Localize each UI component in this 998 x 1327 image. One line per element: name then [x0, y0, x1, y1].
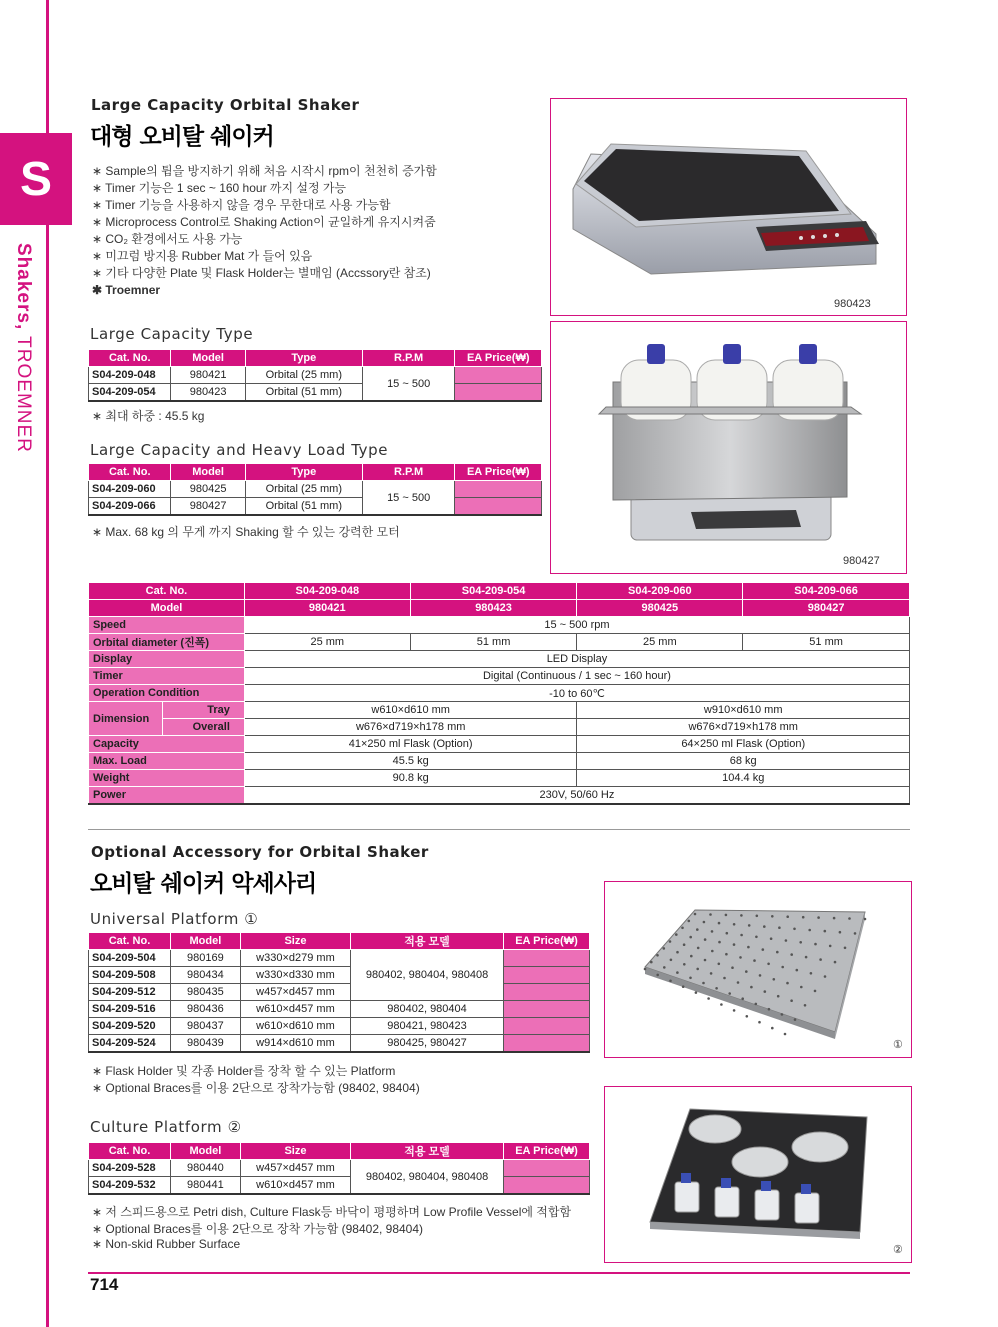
spec-label: Timer: [89, 668, 245, 685]
col-header: Model: [170, 1143, 240, 1160]
accessory-title-en: Optional Accessory for Orbital Shaker: [91, 843, 429, 861]
universal-note: ∗ Flask Holder 및 각종 Holder를 장착 할 수 있는 Platform: [92, 1062, 395, 1079]
model: 980425: [171, 481, 245, 498]
col-header: Model: [171, 464, 245, 481]
perforation-dot: [644, 968, 647, 971]
perforation-dot: [688, 920, 691, 923]
spec-row-timer: [89, 668, 910, 685]
perforation-dot: [790, 999, 793, 1002]
cat-no: S04-209-048: [89, 367, 171, 384]
perforation-dot: [776, 951, 779, 954]
spec-row-power: [89, 787, 910, 805]
price-cell: [503, 950, 589, 967]
spec-value: 51 mm: [743, 634, 910, 651]
cat-no: S04-209-520: [89, 1018, 171, 1035]
price-cell: [503, 1177, 589, 1195]
spec-row-overall: [89, 719, 910, 736]
size: w610×d457 mm: [240, 1001, 350, 1018]
size: w330×d279 mm: [240, 950, 350, 967]
cat-no: S04-209-524: [89, 1035, 171, 1053]
spec-value: 230V, 50/60 Hz: [244, 787, 909, 805]
side-category-label: Shakers, TROEMNER: [13, 243, 34, 453]
perforation-dot: [675, 933, 678, 936]
culture-platform-image: [604, 1086, 912, 1263]
col-header: EA Price(₩): [503, 1143, 589, 1160]
perforation-dot: [697, 947, 700, 950]
model: 980435: [170, 984, 240, 1001]
perforation-dot: [656, 954, 659, 957]
perforation-dot: [740, 914, 743, 917]
perforation-dot: [704, 938, 707, 941]
perforation-dot: [759, 974, 762, 977]
perforation-dot: [711, 930, 714, 933]
perforation-dot: [669, 980, 672, 983]
size: w914×d610 mm: [240, 1035, 350, 1053]
perforation-dot: [839, 931, 842, 934]
rpm: 15 ~ 500: [362, 367, 455, 402]
model: 980421: [171, 367, 245, 384]
perforation-dot: [824, 930, 827, 933]
table-row: [89, 498, 542, 516]
spec-value: w610×d610 mm: [244, 702, 577, 719]
spec-value: w910×d610 mm: [577, 702, 910, 719]
image-caption: ①: [893, 1039, 903, 1051]
page-number: 714: [90, 1275, 119, 1294]
perforation-dot: [669, 940, 672, 943]
col-header: Type: [245, 350, 362, 367]
perforation-dot: [690, 955, 693, 958]
spec-label: Speed: [89, 617, 245, 634]
feature-item: ∗ CO₂ 환경에서도 사용 가능: [92, 231, 437, 248]
perforation-dot: [728, 992, 731, 995]
feature-item: ∗ Timer 기능은 1 sec ~ 160 hour 까지 설정 가능: [92, 180, 437, 197]
spec-row-tray: [89, 702, 910, 719]
footer-rule: [88, 1272, 910, 1274]
spec-label: Weight: [89, 770, 245, 787]
perforation-dot: [762, 948, 765, 951]
perforation-dot: [656, 974, 659, 977]
feature-list: [92, 163, 437, 299]
spec-value: w676×d719×h178 mm: [244, 719, 577, 736]
universal-title: Universal Platform ①: [90, 910, 259, 928]
model: 980434: [170, 967, 240, 984]
spec-label: Display: [89, 651, 245, 668]
type2-table: [88, 463, 542, 516]
table-row: [89, 1177, 590, 1195]
spec-cat: S04-209-048: [244, 583, 410, 600]
perforation-dot: [786, 982, 789, 985]
spec-value: 45.5 kg: [244, 753, 577, 770]
price-cell: [455, 481, 542, 498]
col-header: Size: [240, 933, 350, 950]
col-header: 적용 모델: [351, 1143, 504, 1160]
price-cell: [455, 498, 542, 516]
table-row: [89, 1035, 590, 1053]
perforation-dot: [663, 947, 666, 950]
perforation-dot: [796, 969, 799, 972]
product-image-980423: [550, 98, 907, 316]
perforation-dot: [814, 990, 817, 993]
perforation-dot: [663, 966, 666, 969]
type: Orbital (51 mm): [245, 498, 362, 516]
cat-no: S04-209-528: [89, 1160, 171, 1177]
spec-value: 25 mm: [577, 634, 743, 651]
section-title-en: Large Capacity Orbital Shaker: [91, 96, 360, 114]
universal-table: [88, 932, 590, 1053]
col-header: R.P.M: [362, 350, 455, 367]
col-header: Cat. No.: [89, 464, 171, 481]
perforation-dot: [740, 934, 743, 937]
perforation-dot: [777, 995, 780, 998]
spec-row-capacity: [89, 736, 910, 753]
perforation-dot: [794, 1018, 797, 1021]
perforation-dot: [702, 982, 705, 985]
perforation-dot: [768, 1008, 771, 1011]
spec-table: [88, 582, 910, 805]
culture-title: Culture Platform ②: [90, 1118, 242, 1136]
perforation-dot: [758, 1021, 761, 1024]
col-header: EA Price(₩): [455, 464, 542, 481]
spec-model: 980423: [410, 600, 577, 617]
feature-item: ∗ 미끄럼 방지용 Rubber Mat 가 들어 있음: [92, 248, 437, 265]
apply-models: 980402, 980404, 980408: [351, 950, 504, 1001]
price-cell: [503, 1001, 589, 1018]
model: 980437: [170, 1018, 240, 1035]
perforation-dot: [704, 959, 707, 962]
culture-note: ∗ 저 스피드용으로 Petri dish, Culture Flask등 바닥이 평평하며 Low Profile Vessel에 적합함: [92, 1203, 571, 1220]
spec-label: Operation Condition: [89, 685, 245, 702]
spec-row-orbital: [89, 634, 910, 651]
size: w457×d457 mm: [240, 984, 350, 1001]
apply-models: 980421, 980423: [351, 1018, 504, 1035]
cat-no: S04-209-066: [89, 498, 171, 516]
spec-cat: S04-209-066: [743, 583, 910, 600]
perforation-dot: [676, 951, 679, 954]
perforation-dot: [683, 943, 686, 946]
culture-note: ∗ Optional Braces를 이용 2단으로 장착 가능함 (98402, 98404): [92, 1220, 423, 1237]
model: 980427: [171, 498, 245, 516]
perforation-dot: [718, 941, 721, 944]
perforation-dot: [718, 922, 721, 925]
spec-sublabel: Tray: [162, 702, 244, 719]
model: 980441: [170, 1177, 240, 1195]
perforation-dot: [763, 925, 766, 928]
perforation-dot: [670, 959, 673, 962]
perforation-dot: [723, 977, 726, 980]
perforation-dot: [864, 918, 867, 921]
perforation-dot: [696, 968, 699, 971]
perforation-dot: [799, 941, 802, 944]
type1-table: [88, 349, 542, 402]
perforation-dot: [781, 966, 784, 969]
spec-value: 68 kg: [577, 753, 910, 770]
perforation-dot: [808, 929, 811, 932]
type2-title: Large Capacity and Heavy Load Type: [90, 441, 389, 459]
perforation-dot: [725, 953, 728, 956]
culture-platform-illustration: [605, 1087, 911, 1262]
col-header: Cat. No.: [89, 933, 171, 950]
col-header: EA Price(₩): [455, 350, 542, 367]
type1-note: ∗ 최대 하중 : 45.5 kg: [92, 407, 204, 424]
price-cell: [455, 384, 542, 402]
shaker-illustration: [551, 99, 906, 315]
table-row: [89, 950, 590, 967]
universal-platform-image: [604, 881, 912, 1058]
spec-label: Dimension: [89, 702, 163, 736]
spec-value: LED Display: [244, 651, 909, 668]
perforation-dot: [778, 926, 781, 929]
perforation-dot: [764, 990, 767, 993]
spec-label: Max. Load: [89, 753, 245, 770]
spec-label: Power: [89, 787, 245, 805]
perforation-dot: [802, 916, 805, 919]
perforation-dot: [650, 961, 653, 964]
perforation-dot: [756, 915, 759, 918]
spec-value: w676×d719×h178 mm: [577, 719, 910, 736]
rpm: 15 ~ 500: [362, 481, 455, 516]
perforation-dot: [771, 915, 774, 918]
perforation-dot: [711, 950, 714, 953]
perforation-dot: [829, 945, 832, 948]
perforation-dot: [755, 1003, 758, 1006]
perforation-dot: [741, 997, 744, 1000]
spec-row-speed: [89, 617, 910, 634]
spec-value: 25 mm: [244, 634, 410, 651]
feature-item: ∗ Sample의 튐을 방지하기 위해 처음 시작시 rpm이 천천히 증가함: [92, 163, 437, 180]
section-title-ko: 대형 오비탈 쉐이커: [90, 124, 274, 150]
cat-no: S04-209-508: [89, 967, 171, 984]
cat-no: S04-209-512: [89, 984, 171, 1001]
spec-cat: S04-209-054: [410, 583, 577, 600]
perforation-dot: [703, 921, 706, 924]
spec-cat: S04-209-060: [577, 583, 743, 600]
perforation-dot: [785, 939, 788, 942]
spec-row-operation: [89, 685, 910, 702]
brand-name: ✱ Troemner: [92, 282, 437, 299]
spec-value: 41×250 ml Flask (Option): [244, 736, 577, 753]
spec-label: Model: [89, 600, 245, 617]
perforation-dot: [747, 946, 750, 949]
spec-value: 90.8 kg: [244, 770, 577, 787]
perforation-dot: [733, 1009, 736, 1012]
perforation-dot: [819, 958, 822, 961]
type: Orbital (51 mm): [245, 384, 362, 402]
perforation-dot: [731, 966, 734, 969]
perforation-dot: [689, 936, 692, 939]
feature-item: ∗ 기타 다양한 Plate 및 Flask Holder는 별매임 (Accssory란 참조): [92, 265, 437, 282]
type1-title: Large Capacity Type: [90, 325, 254, 343]
perforated-platform-illustration: [605, 882, 911, 1057]
model: 980436: [170, 1001, 240, 1018]
perforation-dot: [720, 1003, 723, 1006]
perforation-dot: [683, 963, 686, 966]
perforation-dot: [770, 937, 773, 940]
perforation-dot: [746, 1015, 749, 1018]
price-cell: [503, 967, 589, 984]
perforation-dot: [689, 977, 692, 980]
spec-value: 64×250 ml Flask (Option): [577, 736, 910, 753]
perforation-dot: [767, 963, 770, 966]
perforation-dot: [745, 970, 748, 973]
perforation-dot: [739, 956, 742, 959]
perforation-dot: [676, 971, 679, 974]
apply-models: 980402, 980404, 980408: [351, 1160, 504, 1195]
spec-model: 980427: [743, 600, 910, 617]
perforation-dot: [709, 913, 712, 916]
perforation-dot: [781, 1013, 784, 1016]
col-header: Cat. No.: [89, 350, 171, 367]
perforation-dot: [695, 991, 698, 994]
size: w610×d457 mm: [240, 1177, 350, 1195]
col-header: R.P.M: [362, 464, 455, 481]
perforation-dot: [810, 972, 813, 975]
size: w457×d457 mm: [240, 1160, 350, 1177]
model: 980169: [170, 950, 240, 967]
spec-label: Cat. No.: [89, 583, 245, 600]
table-row: [89, 1160, 590, 1177]
accessory-title-ko: 오비탈 쉐이커 악세사리: [90, 871, 317, 897]
product-image-980427: [550, 321, 907, 574]
spec-model: 980421: [244, 600, 410, 617]
universal-note: ∗ Optional Braces를 이용 2단으로 장착가능함 (98402, 98404): [92, 1079, 420, 1096]
model: 980439: [170, 1035, 240, 1053]
shaker-with-bottles-illustration: [551, 322, 906, 573]
table-row: [89, 984, 590, 1001]
perforation-dot: [755, 936, 758, 939]
size: w610×d610 mm: [240, 1018, 350, 1035]
perforation-dot: [696, 928, 699, 931]
spec-value: -10 to 60℃: [244, 685, 909, 702]
col-header: Cat. No.: [89, 1143, 171, 1160]
perforation-dot: [682, 985, 685, 988]
cat-no: S04-209-516: [89, 1001, 171, 1018]
model: 980423: [171, 384, 245, 402]
perforation-dot: [848, 917, 851, 920]
perforation-dot: [750, 986, 753, 989]
image-caption: 980423: [834, 298, 871, 310]
spec-sublabel: Overall: [162, 719, 244, 736]
perforation-dot: [824, 975, 827, 978]
table-row: [89, 1018, 590, 1035]
section-divider: [88, 829, 910, 830]
spec-value: 51 mm: [410, 634, 577, 651]
type: Orbital (25 mm): [245, 367, 362, 384]
perforation-dot: [800, 986, 803, 989]
perforation-dot: [834, 961, 837, 964]
table-row: [89, 384, 542, 402]
type: Orbital (25 mm): [245, 481, 362, 498]
table-row: [89, 967, 590, 984]
spec-row-maxload: [89, 753, 910, 770]
col-header: 적용 모델: [351, 933, 504, 950]
cat-no: S04-209-504: [89, 950, 171, 967]
spec-row-cat: [89, 583, 910, 600]
perforation-dot: [733, 943, 736, 946]
culture-note: ∗ Non-skid Rubber Surface: [92, 1237, 240, 1251]
perforation-dot: [725, 914, 728, 917]
spec-row-model: [89, 600, 910, 617]
price-cell: [455, 367, 542, 384]
perforation-dot: [715, 987, 718, 990]
image-caption: ②: [893, 1244, 903, 1256]
model: 980440: [170, 1160, 240, 1177]
perforation-dot: [733, 923, 736, 926]
col-header: Size: [240, 1143, 350, 1160]
perforation-dot: [793, 928, 796, 931]
perforation-dot: [718, 963, 721, 966]
spec-value: Digital (Continuous / 1 sec ~ 160 hour): [244, 668, 909, 685]
spec-value: 15 ~ 500 rpm: [244, 617, 909, 634]
spec-label: Capacity: [89, 736, 245, 753]
perforation-dot: [805, 956, 808, 959]
table-row: [89, 1001, 590, 1018]
size: w330×d330 mm: [240, 967, 350, 984]
perforation-dot: [707, 997, 710, 1000]
perforation-dot: [804, 1004, 807, 1007]
perforation-dot: [854, 932, 857, 935]
perforation-dot: [790, 953, 793, 956]
perforation-dot: [694, 913, 697, 916]
perforation-dot: [844, 947, 847, 950]
cat-no: S04-209-532: [89, 1177, 171, 1195]
perforation-dot: [786, 915, 789, 918]
section-tab: S: [0, 133, 72, 225]
perforation-dot: [814, 943, 817, 946]
apply-models: 980425, 980427: [351, 1035, 504, 1053]
spec-row-display: [89, 651, 910, 668]
price-cell: [503, 1018, 589, 1035]
perforation-dot: [771, 1027, 774, 1030]
spec-label: Orbital diameter (진폭): [89, 634, 245, 651]
perforation-dot: [753, 959, 756, 962]
cat-no: S04-209-060: [89, 481, 171, 498]
perforation-dot: [833, 917, 836, 920]
perforation-dot: [726, 932, 729, 935]
spec-value: 104.4 kg: [577, 770, 910, 787]
feature-item: ∗ Microprocess Control로 Shaking Action이 균일하게 유지시켜줌: [92, 214, 437, 231]
spec-model: 980425: [577, 600, 743, 617]
price-cell: [503, 1035, 589, 1053]
table-row: [89, 481, 542, 498]
table-row: [89, 367, 542, 384]
perforation-dot: [748, 924, 751, 927]
image-caption: 980427: [843, 555, 880, 567]
perforation-dot: [817, 916, 820, 919]
col-header: Model: [170, 933, 240, 950]
perforation-dot: [773, 978, 776, 981]
spec-row-weight: [89, 770, 910, 787]
perforation-dot: [737, 981, 740, 984]
apply-models: 980402, 980404: [351, 1001, 504, 1018]
feature-item: ∗ Timer 기능을 사용하지 않을 경우 무한대로 사용 가능함: [92, 197, 437, 214]
col-header: Model: [171, 350, 245, 367]
cat-no: S04-209-054: [89, 384, 171, 402]
culture-table: [88, 1142, 590, 1195]
col-header: EA Price(₩): [503, 933, 589, 950]
col-header: Type: [245, 464, 362, 481]
price-cell: [503, 984, 589, 1001]
type2-note: ∗ Max. 68 kg 의 무게 까지 Shaking 할 수 있는 강력한 모터: [92, 523, 400, 540]
perforation-dot: [710, 972, 713, 975]
price-cell: [503, 1160, 589, 1177]
perforation-dot: [784, 1033, 787, 1036]
perforation-dot: [681, 927, 684, 930]
